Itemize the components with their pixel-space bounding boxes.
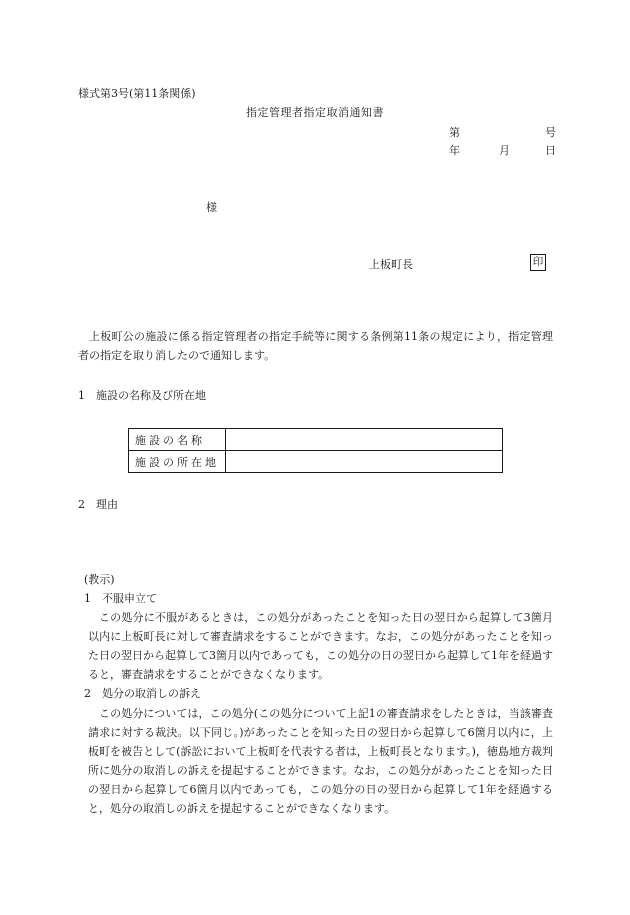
facility-name-value [226,429,503,451]
kyoji-item2-title: 2 処分の取消しの訴え [84,687,201,700]
facility-location-value [226,451,503,473]
recipient-honorific: 様 [206,201,217,214]
issuer-name: 上板町長 [369,258,413,271]
kyoji-item1-body: この処分に不服があるときは，この処分があったことを知った日の翌日から起算して3箇月以内に上板町長に対して審査請求をすることができます。なお，この処分があったことを知った日の翌日から起算して3箇月以内であっても，この処分の日の翌日から起算して1年を経過すると，審査請求をすることができなくなります。 [88,611,553,681]
form-number: 様式第3号(第11条関係) [78,87,196,100]
date-month-label: 月 [499,144,510,157]
kyoji-item2-body: この処分については，この処分(この処分について上記1の審査請求をしたときは，当該審査請求に対する裁決。以下同じ。)があったことを知った日の翌日から起算して6箇月以内に，上板町を被告として(訴訟において上板町を代表する者は，上板町長となります。)，徳島地方裁判所に処分の取消しの訴えを提起することができます。なお，この処分があったことを知った日の翌日から起算して6箇月以内であっても，この処分の日の翌日から起算して1年を経過すると，処分の取消しの訴えを提起することができなくなります。 [88,707,553,815]
body-paragraph: 上板町公の施設に係る指定管理者の指定手続等に関する条例第11条の規定により，指定管理者の指定を取り消したので通知します。 [78,330,553,362]
date-year-label: 年 [449,144,460,157]
number-go-label: 号 [545,126,556,139]
facility-location-label: 施設の所在地 [129,451,226,473]
table-row [129,451,503,473]
section1-heading: 1 施設の名称及び所在地 [78,389,206,402]
kyoji-heading: (教示) [84,573,115,586]
facility-table [128,428,503,473]
facility-name-label: 施設の名称 [129,429,226,451]
section2-heading: 2 理由 [78,498,118,511]
document-title: 指定管理者指定取消通知書 [246,106,384,119]
number-dai-label: 第 [449,126,460,139]
seal-mark: 印 [530,254,546,271]
table-row [129,429,503,451]
kyoji-item1-title: 1 不服申立て [84,592,157,605]
date-day-label: 日 [545,144,556,157]
